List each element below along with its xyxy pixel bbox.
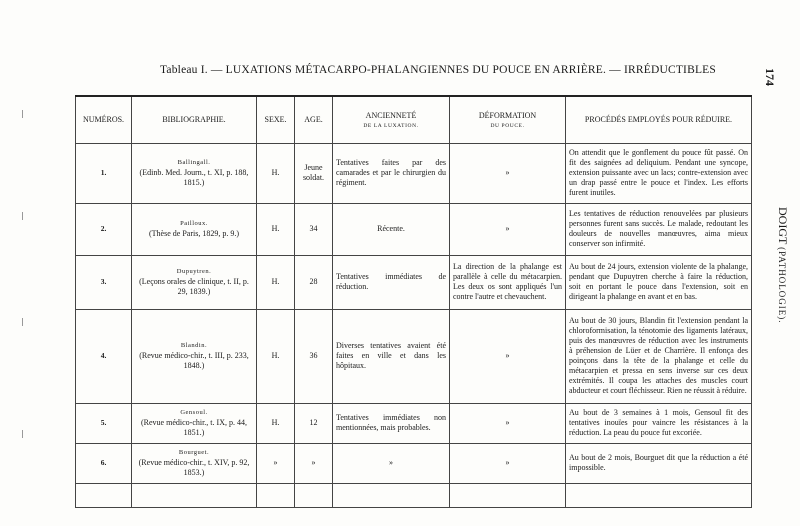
- running-head: [775, 207, 790, 324]
- margin-mark: [22, 110, 23, 118]
- procedes-cell: Au bout de 3 semaines à 1 mois, Gensoul fit des tentatives inouïes pour vaincre les résistances à la réduction. La peau du pouce fut excoriée.: [566, 403, 752, 443]
- running-head-sub: (PATHOLOGIE).: [777, 247, 787, 324]
- age-cell: »: [295, 443, 333, 483]
- row-number: 5.: [76, 403, 132, 443]
- author: Gensoul.: [180, 409, 208, 416]
- empty-cell: [132, 483, 257, 507]
- sex-cell: H.: [257, 143, 295, 203]
- deformation-cell: »: [450, 143, 566, 203]
- bibliography-cell: [132, 403, 257, 443]
- table-row: [76, 309, 752, 403]
- bibliography-cell: [132, 443, 257, 483]
- reference: (Thèse de Paris, 1829, p. 9.): [149, 229, 239, 238]
- deformation-cell: La direction de la phalange est parallèle à celle du métacarpien. Les deux os sont appliqués l'un contre l'autre et chevauchent.: [450, 255, 566, 309]
- margin-mark: [22, 430, 23, 438]
- luxation-table: [75, 95, 752, 508]
- procedes-cell: Les tentatives de réduction renouvelées par plusieurs personnes furent sans succès. Le malade, redoutant les douleurs de nouvelles manœuvres, aima mieux conserver son infirmité.: [566, 203, 752, 255]
- age-cell: 34: [295, 203, 333, 255]
- sex-cell: H.: [257, 203, 295, 255]
- empty-cell: [295, 483, 333, 507]
- row-number: 3.: [76, 255, 132, 309]
- table-title: Tableau I. — LUXATIONS MÉTACARPO-PHALANGIENNES DU POUCE EN ARRIÈRE. — IRRÉDUCTIBLES: [160, 64, 716, 76]
- procedes-cell: Au bout de 24 jours, extension violente de la phalange, pendant que Dupuytren cherche à faire la réduction, soit en portant le pouce dans l'extension, soit en dirigeant la phalange en avant et en bas.: [566, 255, 752, 309]
- header-anciennete-label: ANCIENNETÉ: [365, 110, 417, 120]
- author: Bourguet.: [178, 449, 210, 456]
- header-sexe: SEXE.: [257, 96, 295, 143]
- reference: (Revue médico-chir., t. III, p. 233, 1848.): [139, 351, 249, 370]
- deformation-cell: »: [450, 309, 566, 403]
- author: Blandin.: [180, 342, 208, 349]
- empty-cell: [450, 483, 566, 507]
- anciennete-cell: Tentatives immédiates de réduction.: [333, 255, 450, 309]
- header-row: [76, 96, 752, 143]
- deformation-cell: »: [450, 203, 566, 255]
- header-age: AGE.: [295, 96, 333, 143]
- row-number: 4.: [76, 309, 132, 403]
- reference: (Edinb. Med. Journ., t. XI, p. 188, 1815.): [139, 168, 249, 187]
- table-row: [76, 255, 752, 309]
- age-cell: Jeune soldat.: [295, 143, 333, 203]
- age-cell: 12: [295, 403, 333, 443]
- row-number: 2.: [76, 203, 132, 255]
- procedes-cell: Au bout de 2 mois, Bourguet dit que la réduction a été impossible.: [566, 443, 752, 483]
- sex-cell: H.: [257, 309, 295, 403]
- empty-cell: [333, 483, 450, 507]
- header-anciennete-sub: DE LA LUXATION.: [363, 122, 419, 129]
- anciennete-cell: Tentatives faites par des camarades et par le chirurgien du régiment.: [333, 143, 450, 203]
- header-procedes: PROCÉDÉS EMPLOYÉS POUR RÉDUIRE.: [566, 96, 752, 143]
- margin-mark: [22, 212, 23, 220]
- bibliography-cell: [132, 203, 257, 255]
- table-row-empty: [76, 483, 752, 507]
- row-number: 6.: [76, 443, 132, 483]
- running-head-main: DOIGT: [776, 207, 790, 245]
- header-deformation-sub: DU POUCE.: [490, 122, 525, 129]
- reference: (Revue médico-chir., t. IX, p. 44, 1851.): [141, 418, 247, 437]
- sex-cell: H.: [257, 255, 295, 309]
- author: Pailloux.: [180, 220, 208, 227]
- bibliography-cell: [132, 255, 257, 309]
- header-anciennete: [333, 96, 450, 143]
- table-row: [76, 143, 752, 203]
- margin-mark: [22, 318, 23, 326]
- reference: (Revue médico-chir., t. XIV, p. 92, 1853.): [138, 458, 250, 477]
- procedes-cell: On attendit que le gonflement du pouce fût passé. On fit des saignées ad deliquium. Pendant une syncope, extension puissante avec un lacs; contre-extension avec un drap passé entre le pouce et l'index. Les efforts furent inutiles.: [566, 143, 752, 203]
- sex-cell: H.: [257, 403, 295, 443]
- page-number: 174: [763, 68, 777, 86]
- header-numeros: NUMÉROS.: [76, 96, 132, 143]
- deformation-cell: »: [450, 403, 566, 443]
- deformation-cell: »: [450, 443, 566, 483]
- reference: (Leçons orales de clinique, t. II, p. 29, 1839.): [139, 277, 249, 296]
- empty-cell: [566, 483, 752, 507]
- age-cell: 28: [295, 255, 333, 309]
- bibliography-cell: [132, 143, 257, 203]
- anciennete-cell: Diverses tentatives avaient été faites en ville et dans les hôpitaux.: [333, 309, 450, 403]
- header-deformation: [450, 96, 566, 143]
- sex-cell: »: [257, 443, 295, 483]
- anciennete-cell: Récente.: [333, 203, 450, 255]
- author: Dupuytren.: [176, 268, 212, 275]
- procedes-cell: Au bout de 30 jours, Blandin fit l'extension pendant la chloroformisation, la ténotomie des ligaments latéraux, puis des manœuvres de réduction avec les instruments à préhension de Lüer et de Charrière. Il enfonça des poinçons dans la tête de la phalange et celle du métacarpien et pressa en sens inverse sur ces deux extrémités. Il coupa les attaches des muscles court abducteur et court fléchisseur. Rien ne réussit à réduire.: [566, 309, 752, 403]
- table-row: [76, 403, 752, 443]
- empty-cell: [257, 483, 295, 507]
- header-deformation-label: DÉFORMATION: [478, 110, 537, 120]
- age-cell: 36: [295, 309, 333, 403]
- anciennete-cell: Tentatives immédiates non mentionnées, mais probables.: [333, 403, 450, 443]
- table-row: [76, 443, 752, 483]
- empty-cell: [76, 483, 132, 507]
- table-row: [76, 203, 752, 255]
- row-number: 1.: [76, 143, 132, 203]
- author: Ballingall.: [177, 159, 211, 166]
- bibliography-cell: [132, 309, 257, 403]
- anciennete-cell: »: [333, 443, 450, 483]
- header-bibliographie: BIBLIOGRAPHIE.: [132, 96, 257, 143]
